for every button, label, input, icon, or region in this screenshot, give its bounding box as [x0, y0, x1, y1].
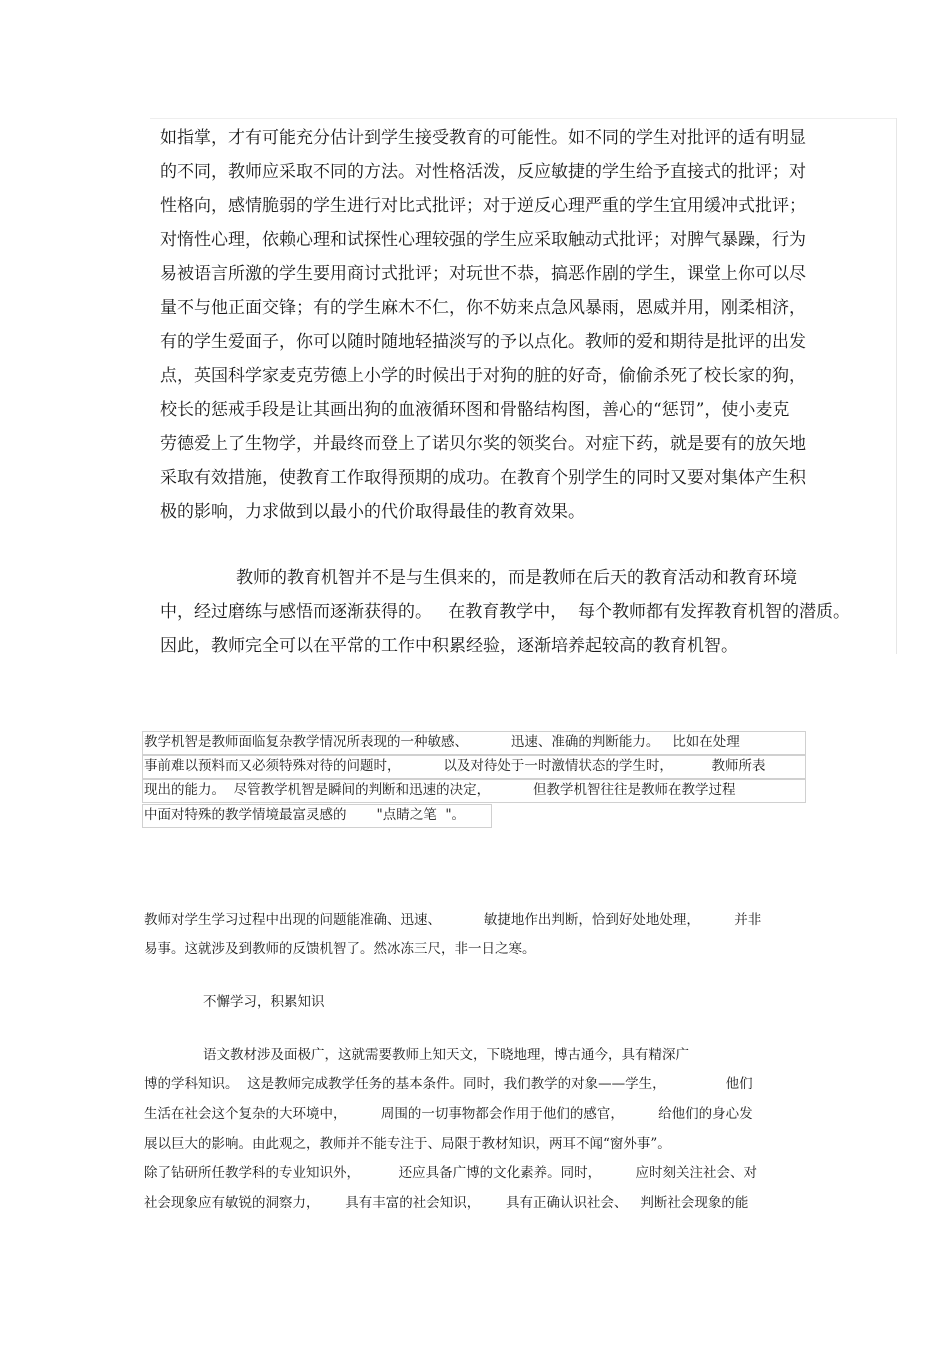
block2-line: 教学机智是教师面临复杂教学情况所表现的一种敏感、 迅速、准确的判断能力。 比如在处理: [144, 734, 740, 750]
block1-line: 易被语言所激的学生要用商讨式批评；对玩世不恭，搞恶作剧的学生，课堂上你可以尽: [160, 264, 806, 284]
block1-para2-line: 中，经过磨练与感悟而逐渐获得的。 在教育教学中， 每个教师都有发挥教育机智的潜质。: [160, 602, 851, 622]
block1-para2-line: 因此，教师完全可以在平常的工作中积累经验，逐渐培养起较高的教育机智。: [160, 636, 738, 656]
block2-line: 中面对特殊的教学情境最富灵感的 "点睛之笔 "。: [144, 807, 466, 823]
block1-para2-line: 教师的教育机智并不是与生俱来的，而是教师在后天的教育活动和教育环境: [236, 568, 797, 588]
frame-right-border: [896, 118, 897, 654]
block2-line: 事前难以预料而又必须特殊对待的问题时， 以及对待处于一时激情状态的学生时， 教师所表: [144, 758, 766, 774]
block2-line: 现出的能力。 尽管教学机智是瞬间的判断和迅速的决定， 但教学机智往往是教师在教学过程: [144, 782, 736, 798]
block1-line: 对惰性心理，依赖心理和试探性心理较强的学生应采取触动式批评；对脾气暴躁，行为: [160, 230, 806, 250]
block1-line: 的不同，教师应采取不同的方法。对性格活泼，反应敏捷的学生给予直接式的批评；对: [160, 162, 806, 182]
block3-para-line: 语文教材涉及面极广，这就需要教师上知天文，下晓地理，博古通今，具有精深广: [203, 1047, 689, 1063]
block1-line: 采取有效措施，使教育工作取得预期的成功。在教育个别学生的同时又要对集体产生积: [160, 468, 806, 488]
block1-line: 如指掌，才有可能充分估计到学生接受教育的可能性。如不同的学生对批评的适有明显: [160, 128, 806, 148]
block3-para-line: 除了钻研所任教学科的专业知识外， 还应具备广博的文化素养。同时， 应时刻关注社会、对: [144, 1165, 757, 1181]
block3-para-line: 博的学科知识。 这是教师完成教学任务的基本条件。同时，我们教学的对象——学生， 他们: [144, 1076, 753, 1092]
frame-top-border: [150, 118, 897, 119]
block1-line: 极的影响，力求做到以最小的代价取得最佳的教育效果。: [160, 502, 585, 522]
block1-line: 有的学生爱面子，你可以随时随地轻描淡写的予以点化。教师的爱和期待是批评的出发: [160, 332, 806, 352]
block3-para-line: 生活在社会这个复杂的大环境中， 周围的一切事物都会作用于他们的感官， 给他们的身心发: [144, 1106, 753, 1122]
block3-line: 易事。这就涉及到教师的反馈机智了。然冰冻三尺，非一日之寒。: [144, 941, 536, 957]
block3-para-line: 社会现象应有敏锐的洞察力， 具有丰富的社会知识， 具有正确认识社会、 判断社会现象的能: [144, 1195, 749, 1211]
section-heading: 不懈学习，积累知识: [203, 994, 325, 1010]
block1-line: 劳德爱上了生物学，并最终而登上了诺贝尔奖的领奖台。对症下药，就是要有的放矢地: [160, 434, 806, 454]
block3-para-line: 展以巨大的影响。由此观之，教师并不能专注于、局限于教材知识，两耳不闻“窗外事”。: [144, 1136, 671, 1152]
block1-line: 性格向，感情脆弱的学生进行对比式批评；对于逆反心理严重的学生宜用缓冲式批评；: [160, 196, 806, 216]
block1-line: 点，英国科学家麦克劳德上小学的时候出于对狗的脏的好奇，偷偷杀死了校长家的狗，: [160, 366, 806, 386]
block1-line: 量不与他正面交锋；有的学生麻木不仁，你不妨来点急风暴雨，恩威并用，刚柔相济，: [160, 298, 806, 318]
block1-line: 校长的惩戒手段是让其画出狗的血液循环图和骨骼结构图，善心的“惩罚”，使小麦克: [160, 400, 790, 420]
block3-line: 教师对学生学习过程中出现的问题能准确、迅速、 敏捷地作出判断，恰到好处地处理， 并非: [144, 912, 762, 928]
